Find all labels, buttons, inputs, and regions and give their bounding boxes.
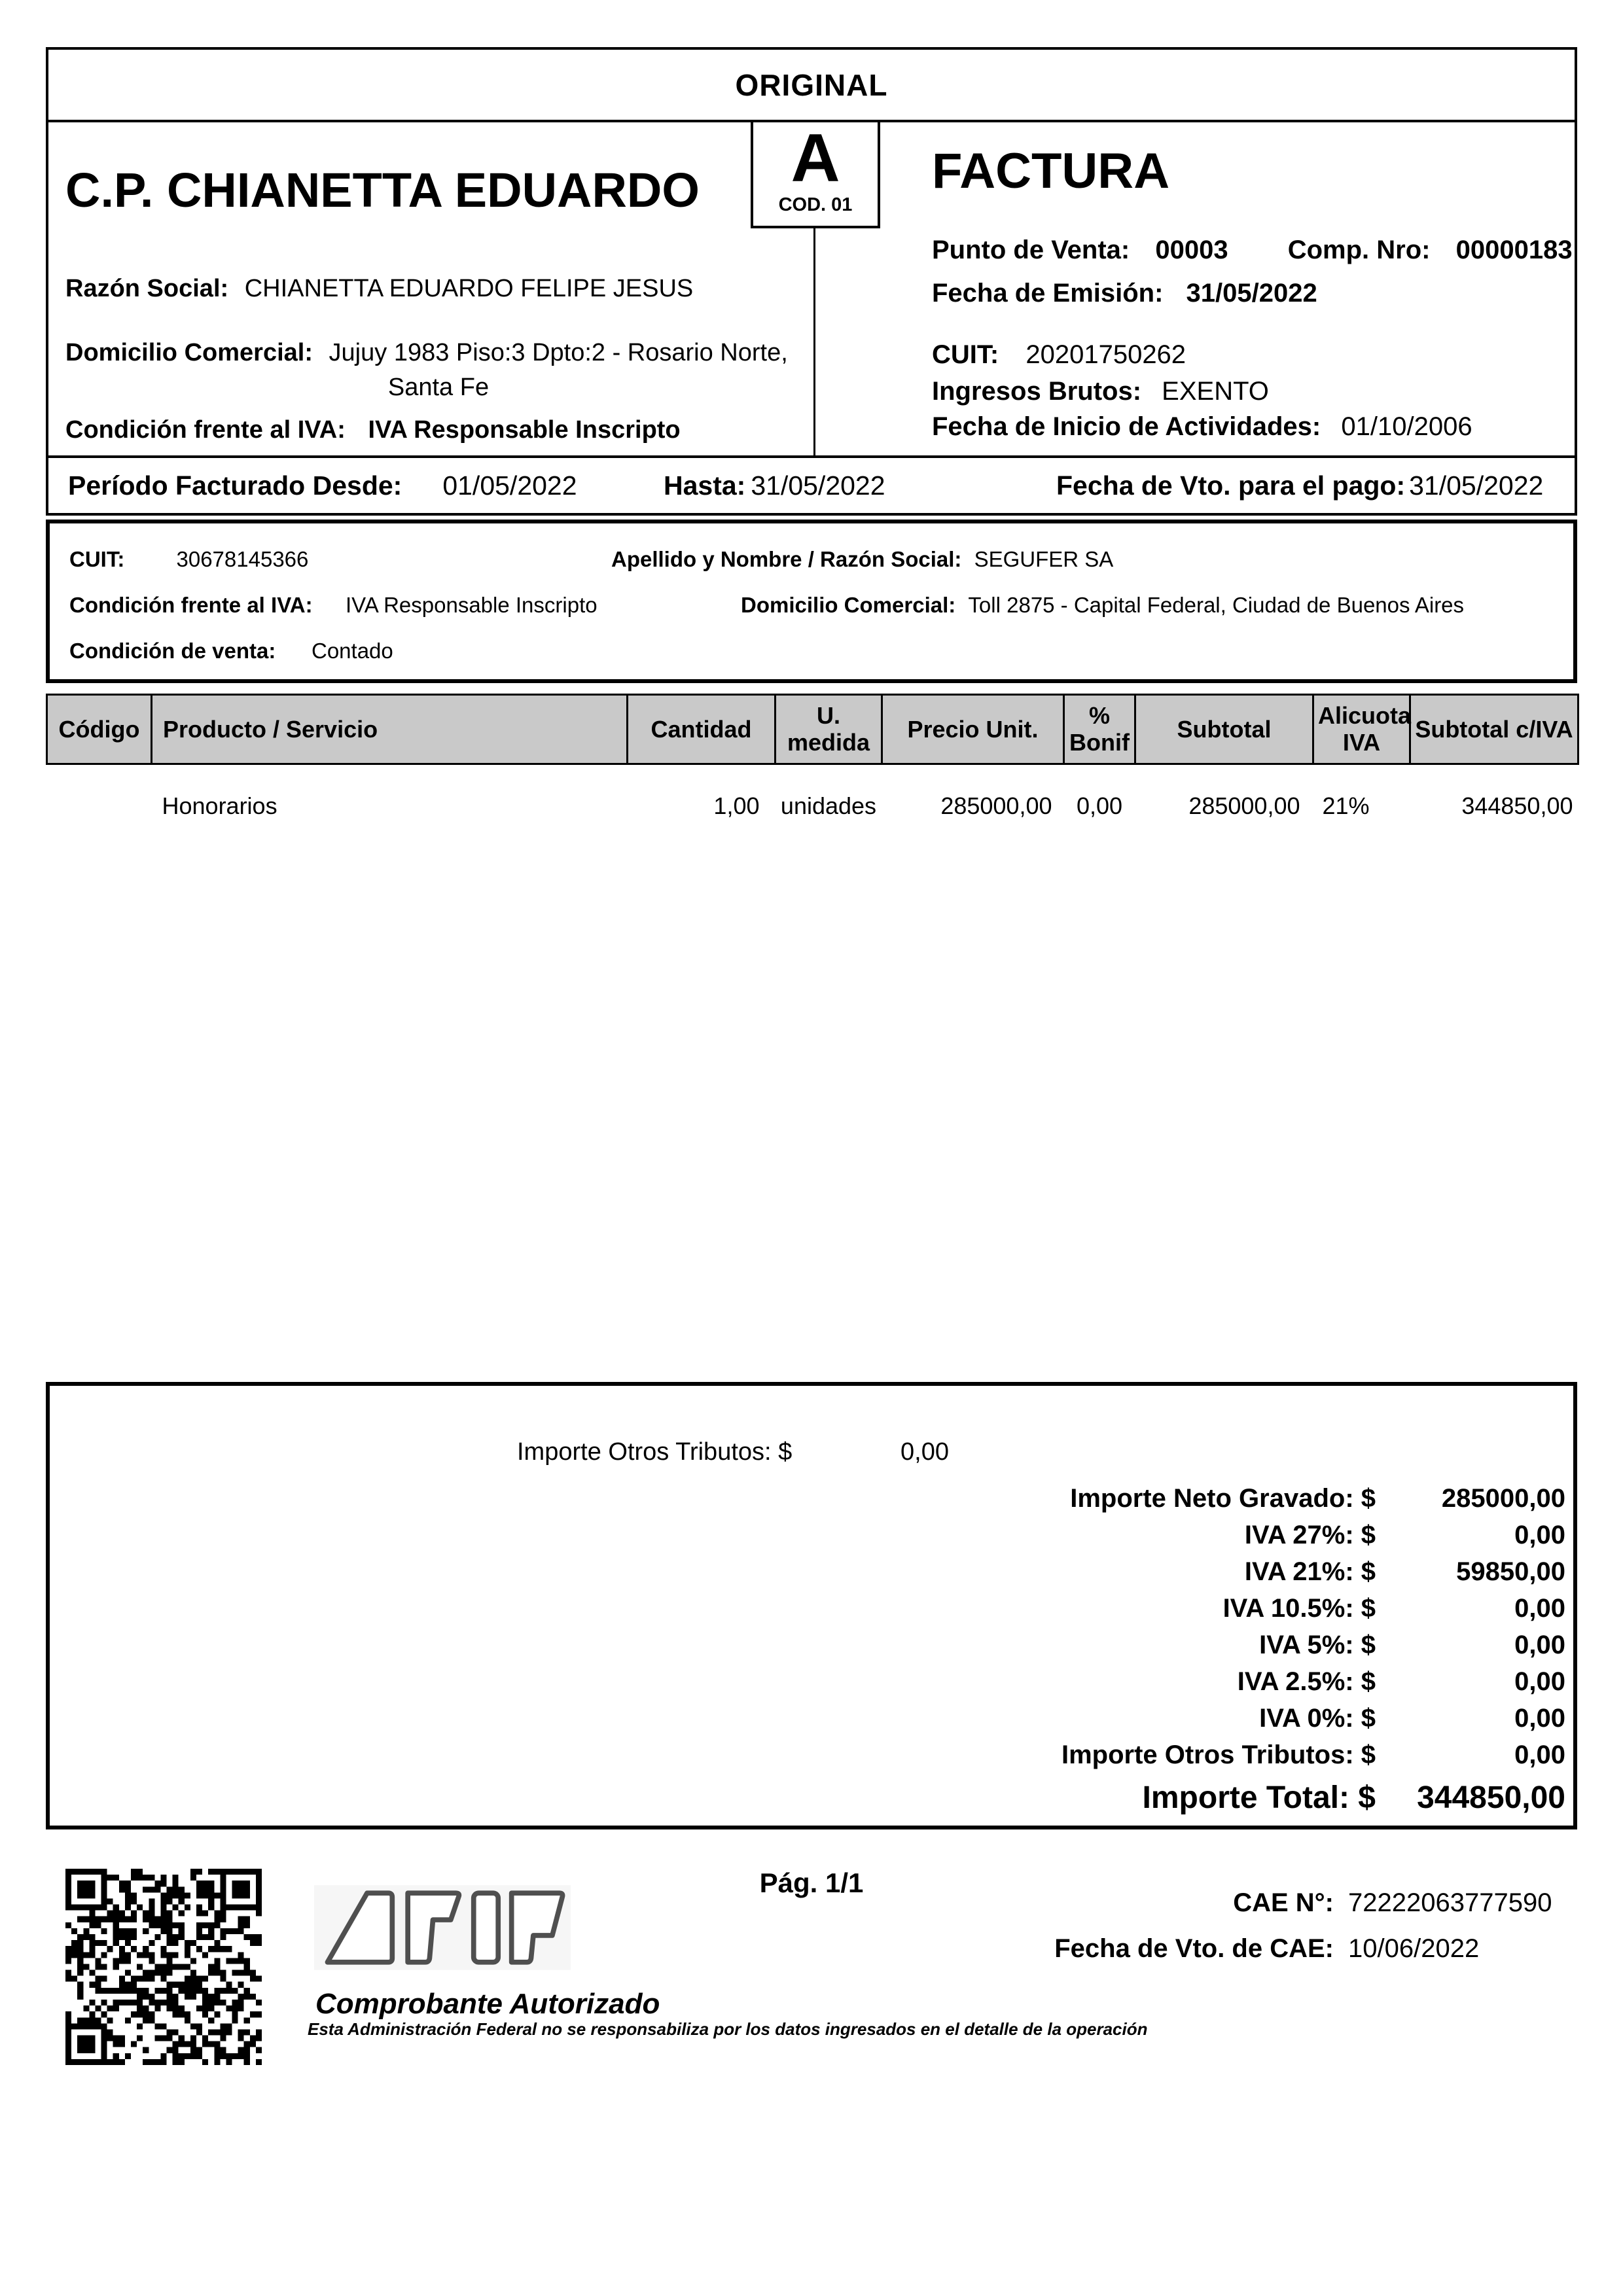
total-value: 285000,00 <box>1441 1484 1565 1513</box>
otros-tributos-inline-row <box>517 1438 949 1466</box>
seller-condicion-iva-value: IVA Responsable Inscripto <box>368 416 681 444</box>
inicio-actividades-value: 01/10/2006 <box>1341 412 1472 441</box>
item-subtotal: 285000,00 <box>1188 792 1300 819</box>
total-value: 0,00 <box>1514 1631 1565 1659</box>
col-header-alicuota: Alicuota IVA <box>1313 695 1410 764</box>
seller-cuit-row <box>932 340 1186 370</box>
item-alicuota: 21% <box>1322 792 1370 819</box>
total-row-otros <box>639 1740 1565 1777</box>
ingresos-brutos-value: EXENTO <box>1162 377 1269 406</box>
total-label: IVA 10.5%: $ <box>1222 1594 1376 1623</box>
total-value: 0,00 <box>1514 1704 1565 1733</box>
receptor-condicion-venta-row <box>69 639 276 663</box>
seller-razon-social-row <box>65 275 693 303</box>
item-codigo <box>47 764 152 821</box>
seller-domicilio-line2: Santa Fe <box>387 374 490 401</box>
total-row-neto <box>639 1484 1565 1521</box>
receptor-nombre-value: SEGUFER SA <box>974 547 1114 571</box>
receptor-condicion-iva-label: Condición frente al IVA: <box>69 593 313 617</box>
fecha-emision-label: Fecha de Emisión: <box>932 279 1164 308</box>
inicio-actividades-label: Fecha de Inicio de Actividades: <box>932 412 1321 441</box>
receptor-condicion-venta-label: Condición de venta: <box>69 639 276 663</box>
inicio-actividades-row <box>932 412 1472 442</box>
total-row-iva0 <box>639 1704 1565 1740</box>
invoice-letter: A <box>791 120 840 196</box>
ingresos-brutos-label: Ingresos Brutos: <box>932 377 1142 406</box>
table-row <box>47 764 1578 821</box>
item-cantidad: 1,00 <box>713 792 760 819</box>
seller-condicion-iva-row <box>65 416 681 444</box>
total-row-iva25 <box>639 1667 1565 1704</box>
invoice-letter-code: COD. 01 <box>778 194 853 215</box>
col-header-cantidad: Cantidad <box>628 695 776 764</box>
periodo-box <box>46 455 1577 516</box>
comp-nro-label: Comp. Nro: <box>1287 236 1431 264</box>
periodo-desde-value: 01/05/2022 <box>442 470 577 501</box>
seller-name: C.P. CHIANETTA EDUARDO <box>65 163 700 217</box>
importe-total-value: 344850,00 <box>1417 1780 1565 1815</box>
total-value: 0,00 <box>1514 1594 1565 1623</box>
receptor-domicilio-label: Domicilio Comercial: <box>741 593 956 617</box>
cae-value: 72222063777590 <box>1348 1888 1552 1917</box>
total-value: 0,00 <box>1514 1521 1565 1549</box>
item-producto: Honorarios <box>162 792 277 819</box>
periodo-hasta-group <box>664 458 885 513</box>
total-label: Importe Otros Tributos: $ <box>1061 1740 1376 1769</box>
total-label: IVA 2.5%: $ <box>1237 1667 1376 1696</box>
importe-total-label: Importe Total: $ <box>1142 1780 1376 1815</box>
receptor-condicion-iva-value: IVA Responsable Inscripto <box>346 593 597 617</box>
cae-row <box>949 1888 1571 1934</box>
seller-condicion-iva-label: Condición frente al IVA: <box>65 416 346 444</box>
total-row-iva27 <box>639 1521 1565 1557</box>
punto-venta-row <box>932 236 1573 265</box>
original-band <box>46 47 1577 122</box>
ingresos-brutos-row <box>932 377 1269 406</box>
col-header-bonif: % Bonif <box>1064 695 1135 764</box>
col-header-precio: Precio Unit. <box>882 695 1064 764</box>
totals-list <box>639 1484 1565 1823</box>
periodo-desde-group <box>68 458 577 513</box>
punto-venta-label: Punto de Venta: <box>932 236 1130 264</box>
receptor-nombre-label: Apellido y Nombre / Razón Social: <box>611 547 962 571</box>
comprobante-autorizado-text: Comprobante Autorizado <box>315 1988 660 2020</box>
item-umedida: unidades <box>780 792 877 819</box>
cae-vto-value: 10/06/2022 <box>1348 1934 1480 1963</box>
total-row-importe-total <box>639 1780 1565 1823</box>
total-label: IVA 27%: $ <box>1244 1521 1376 1549</box>
total-label: IVA 21%: $ <box>1244 1557 1376 1586</box>
header-divider <box>813 228 815 458</box>
items-header-row <box>47 695 1578 764</box>
col-header-umedida: U. medida <box>776 695 882 764</box>
total-row-iva21 <box>639 1557 1565 1594</box>
receptor-domicilio-value: Toll 2875 - Capital Federal, Ciudad de Buenos Aires <box>968 593 1465 617</box>
otros-tributos-inline-value: 0,00 <box>901 1438 949 1466</box>
col-header-subtotal: Subtotal <box>1135 695 1313 764</box>
fecha-emision-row <box>932 279 1317 308</box>
receptor-cuit-label: CUIT: <box>69 547 125 571</box>
receptor-domicilio-row <box>741 593 1464 618</box>
total-row-iva5 <box>639 1631 1565 1667</box>
items-table <box>46 694 1579 821</box>
receptor-cuit-row <box>69 547 308 572</box>
comp-nro-value: 00000183 <box>1455 236 1573 264</box>
seller-razon-social-label: Razón Social: <box>65 275 229 302</box>
total-value: 0,00 <box>1514 1667 1565 1696</box>
col-header-codigo: Código <box>47 695 152 764</box>
invoice-letter-box <box>751 120 880 228</box>
disclaimer-text: Esta Administración Federal no se responsabiliza por los datos ingresados en el detalle de la operación <box>308 2019 1148 2039</box>
doc-type-title: FACTURA <box>932 143 1170 199</box>
col-header-subtotal-iva: Subtotal c/IVA <box>1410 695 1578 764</box>
item-bonif: 0,00 <box>1076 792 1123 819</box>
seller-cuit-value: 20201750262 <box>1026 340 1186 369</box>
page-number: Pág. 1/1 <box>759 1867 864 1898</box>
total-label: Importe Neto Gravado: $ <box>1070 1484 1376 1513</box>
receptor-condicion-iva-row <box>69 593 313 618</box>
total-label: IVA 0%: $ <box>1259 1704 1376 1733</box>
total-row-iva105 <box>639 1594 1565 1631</box>
periodo-vto-value: 31/05/2022 <box>1409 470 1544 501</box>
totals-box <box>46 1382 1577 1829</box>
cae-vto-label: Fecha de Vto. de CAE: <box>1054 1934 1334 1963</box>
item-subtotal-iva: 344850,00 <box>1461 792 1573 819</box>
periodo-vto-group <box>1056 458 1543 513</box>
periodo-desde-label: Período Facturado Desde: <box>68 470 402 501</box>
periodo-hasta-value: 31/05/2022 <box>751 470 885 501</box>
cae-vto-row <box>949 1934 1571 1980</box>
total-label: IVA 5%: $ <box>1259 1631 1376 1659</box>
cae-label: CAE N°: <box>1233 1888 1334 1917</box>
copy-label: ORIGINAL <box>735 67 888 102</box>
col-header-producto: Producto / Servicio <box>152 695 628 764</box>
cae-block <box>949 1888 1571 1980</box>
seller-cuit-label: CUIT: <box>932 340 999 369</box>
receptor-condicion-venta-value: Contado <box>312 639 393 663</box>
total-value: 0,00 <box>1514 1740 1565 1769</box>
seller-razon-social-value: CHIANETTA EDUARDO FELIPE JESUS <box>244 275 694 302</box>
periodo-hasta-label: Hasta: <box>664 470 746 501</box>
total-value: 59850,00 <box>1456 1557 1565 1586</box>
receptor-cuit-value: 30678145366 <box>176 547 309 571</box>
seller-domicilio-line1: Jujuy 1983 Piso:3 Dpto:2 - Rosario Norte, <box>329 339 788 366</box>
item-precio: 285000,00 <box>940 792 1052 819</box>
periodo-vto-label: Fecha de Vto. para el pago: <box>1056 470 1406 501</box>
seller-domicilio-row <box>65 339 812 402</box>
fecha-emision-value: 31/05/2022 <box>1186 279 1317 308</box>
seller-domicilio-label: Domicilio Comercial: <box>65 339 313 366</box>
receptor-box <box>46 520 1577 683</box>
receptor-nombre-row <box>611 547 1113 572</box>
otros-tributos-inline-label: Importe Otros Tributos: $ <box>517 1438 793 1466</box>
punto-venta-value: 00003 <box>1155 236 1228 264</box>
